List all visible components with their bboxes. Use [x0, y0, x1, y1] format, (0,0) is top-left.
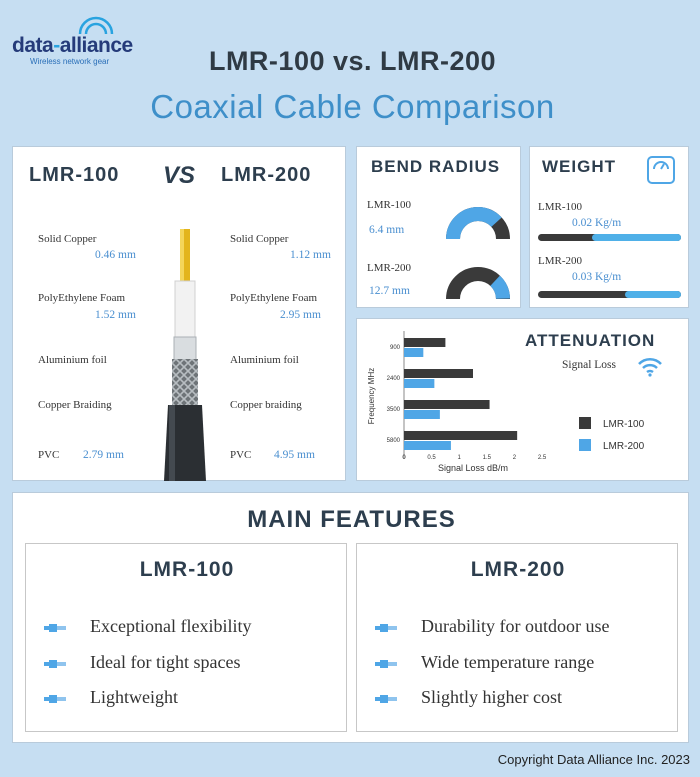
feature-text: Slightly higher cost [421, 687, 562, 707]
layer-left-foam-value: 1.52 mm [95, 309, 136, 321]
bend-radius-title: BEND RADIUS [371, 157, 501, 176]
feature-item [44, 687, 178, 711]
bend-radius-panel [356, 146, 521, 308]
layer-left-solid-copper-value: 0.46 mm [95, 249, 136, 261]
attenuation-title: ATTENUATION [525, 331, 656, 350]
x-tick-label: 0.5 [427, 455, 436, 461]
attenuation-panel [356, 318, 689, 481]
bar-lmr-200-900 [404, 348, 423, 357]
legend-label-lmr-100: LMR-100 [603, 419, 645, 430]
bend-lmr100-arc [443, 199, 513, 244]
bar-lmr-100-2400 [404, 369, 473, 378]
cable-right-name: LMR-200 [221, 164, 312, 186]
bar-lmr-200-3500 [404, 410, 440, 419]
features-lmr200-card [356, 543, 678, 732]
bend-lmr100-value: 6.4 mm [369, 224, 405, 236]
features-title: MAIN FEATURES [247, 506, 456, 533]
layer-right-foil: Aluminium foil [230, 354, 299, 366]
layer-right-solid-copper: Solid Copper [230, 233, 289, 245]
legend-swatch-lmr-100 [579, 417, 591, 429]
features-lmr100-name: LMR-100 [139, 558, 235, 581]
y-axis-label: Frequency MHz [367, 367, 376, 425]
layer-right-foam: PolyEthylene Foam [230, 292, 318, 304]
weight-lmr200-fill [625, 291, 681, 298]
wifi-arc-icon [74, 14, 118, 36]
bar-lmr-100-900 [404, 338, 445, 347]
features-lmr100-card [25, 543, 347, 732]
logo-tagline: Wireless network gear [30, 57, 110, 66]
feature-text: Wide temperature range [421, 652, 595, 672]
layer-right-foam-value: 2.95 mm [280, 309, 321, 321]
layer-right-braid: Copper braiding [230, 399, 302, 411]
layer-right-pvc: PVC [230, 449, 252, 461]
attenuation-chart [357, 319, 690, 482]
weight-lmr200-name: LMR-200 [538, 255, 582, 267]
y-tick-label: 2400 [386, 376, 400, 382]
layer-left-pvc: PVC [38, 449, 60, 461]
layer-left-solid-copper: Solid Copper [38, 233, 97, 245]
x-tick-label: 1.5 [482, 455, 491, 461]
cable-left-name: LMR-100 [29, 164, 120, 186]
bar-lmr-200-5800 [404, 441, 451, 450]
bend-lmr200-name: LMR-200 [367, 262, 411, 274]
layer-right-solid-copper-value: 1.12 mm [290, 249, 331, 261]
layer-left-pvc-value: 2.79 mm [83, 449, 124, 461]
logo-name-a: data [12, 34, 54, 57]
cable-panel [12, 146, 346, 481]
feature-item [44, 652, 240, 676]
feature-item [375, 616, 609, 640]
weight-lmr100-fill [592, 234, 681, 241]
feature-text: Durability for outdoor use [421, 616, 610, 636]
feature-text: Ideal for tight spaces [90, 652, 241, 672]
cable-connector-icon [44, 622, 66, 634]
bar-lmr-200-2400 [404, 379, 434, 388]
x-tick-label: 1 [457, 455, 461, 461]
y-tick-label: 5800 [386, 438, 400, 444]
cable-connector-icon [44, 658, 66, 670]
x-axis-label: Signal Loss dB/m [437, 463, 509, 473]
weight-title: WEIGHT [542, 157, 616, 176]
x-tick-label: 0 [402, 455, 406, 461]
x-tick-label: 2 [512, 455, 517, 461]
y-tick-label: 3500 [386, 407, 400, 413]
logo-name-b: alliance [59, 34, 133, 57]
feature-text: Lightweight [90, 687, 178, 707]
feature-item [44, 616, 251, 640]
cable-connector-icon [44, 693, 66, 705]
coax-cable-illustration [156, 219, 216, 481]
cable-connector-icon [375, 693, 397, 705]
weight-lmr200-value: 0.03 Kg/m [572, 271, 622, 283]
page-title: LMR-100 vs. LMR-200 [208, 46, 497, 76]
vs-label: VS [163, 162, 196, 189]
cable-connector-icon [375, 658, 397, 670]
feature-item [375, 687, 562, 711]
layer-right-pvc-value: 4.95 mm [274, 449, 315, 461]
features-panel [12, 492, 689, 743]
layer-left-foam: PolyEthylene Foam [38, 292, 126, 304]
copyright: Copyright Data Alliance Inc. 2023 [497, 752, 690, 767]
features-lmr200-name: LMR-200 [470, 558, 566, 581]
attenuation-subtitle: Signal Loss [562, 359, 616, 371]
bend-lmr200-arc [443, 259, 513, 304]
logo-name-dash: - [53, 34, 60, 57]
bend-lmr200-value: 12.7 mm [369, 285, 410, 297]
page-subtitle: Coaxial Cable Comparison [150, 88, 555, 125]
bend-lmr100-name: LMR-100 [367, 199, 411, 211]
scale-icon [646, 155, 676, 185]
feature-item [375, 652, 594, 676]
bar-lmr-100-5800 [404, 431, 517, 440]
weight-lmr100-name: LMR-100 [538, 201, 582, 213]
layer-left-braid: Copper Braiding [38, 399, 112, 411]
logo [12, 14, 147, 66]
cable-connector-icon [375, 622, 397, 634]
legend-label-lmr-200: LMR-200 [603, 441, 645, 452]
feature-text: Exceptional flexibility [90, 616, 252, 636]
x-tick-label: 2.5 [537, 455, 547, 461]
layer-left-foil: Aluminium foil [38, 354, 107, 366]
legend-swatch-lmr-200 [579, 439, 591, 451]
y-tick-label: 900 [389, 345, 400, 351]
bar-lmr-100-3500 [404, 400, 490, 409]
weight-panel [529, 146, 689, 308]
weight-lmr100-value: 0.02 Kg/m [572, 217, 622, 229]
